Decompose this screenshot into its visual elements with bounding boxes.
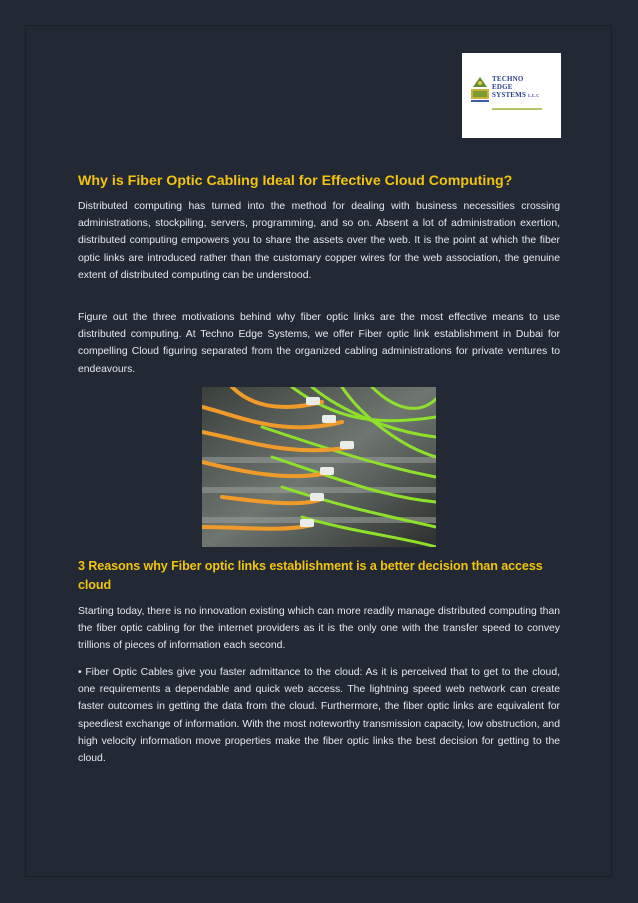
fiber-optic-cables-illustration (202, 387, 436, 547)
logo-line-systems: SYSTEMS L.L.C (492, 91, 540, 99)
logo-line-techno: TECHNO (492, 75, 524, 83)
section1-paragraph-1: Distributed computing has turned into the method for dealing with business necessities crossing administrations, stockpiling, servers, programming, and so on. Absent a lot of administration exertion, distributed computing empowers you to share the assets over the web. It is the point at which the fiber optic links are introduced rather than the customary copper wires for the web association, the genuine extent of distributed computing can be understood. (78, 201, 560, 281)
fiber-optic-cables-photo (202, 387, 436, 547)
section1-heading: Why is Fiber Optic Cabling Ideal for Effective Cloud Computing? (78, 173, 513, 189)
section1-paragraph-2: Figure out the three motivations behind why fiber optic links are the most effective means to use distributed computing. At Techno Edge Systems, we offer Fiber optic link establishment in Dubai for compelling Cloud figuring separated from the organized cabling administrations for private ventures to endeavours. (78, 312, 560, 375)
section2-heading: 3 Reasons why Fiber optic links establishment is a better decision than access cloud (78, 559, 543, 592)
logo-tagline-bar (492, 108, 542, 110)
section2-paragraph-2: • Fiber Optic Cables give you faster admittance to the cloud: As it is perceived that to get to the cloud, one requirements a dependable and quick web access. The lightning speed web network can create faster outcomes in getting the data from the cloud. Furthermore, the fiber optic links are equivalent for speediest exchange of information. With the most noteworthy transmission capacity, low obstruction, and high velocity information move properties make the fiber optic links the best decision for getting to the cloud. (78, 667, 560, 765)
logo-wordmark (492, 75, 539, 100)
logo-llc: L.L.C (528, 93, 540, 98)
section2-paragraph-1: Starting today, there is no innovation existing which can more readily manage distributed computing than the fiber optic cabling for the internet providers as it is the only one with the transfer speed to convey trillions of pieces of information each second. (78, 606, 560, 652)
company-logo (462, 53, 561, 138)
logo-emblem-icon (469, 75, 491, 105)
logo-line-edge: EDGE (492, 83, 513, 91)
